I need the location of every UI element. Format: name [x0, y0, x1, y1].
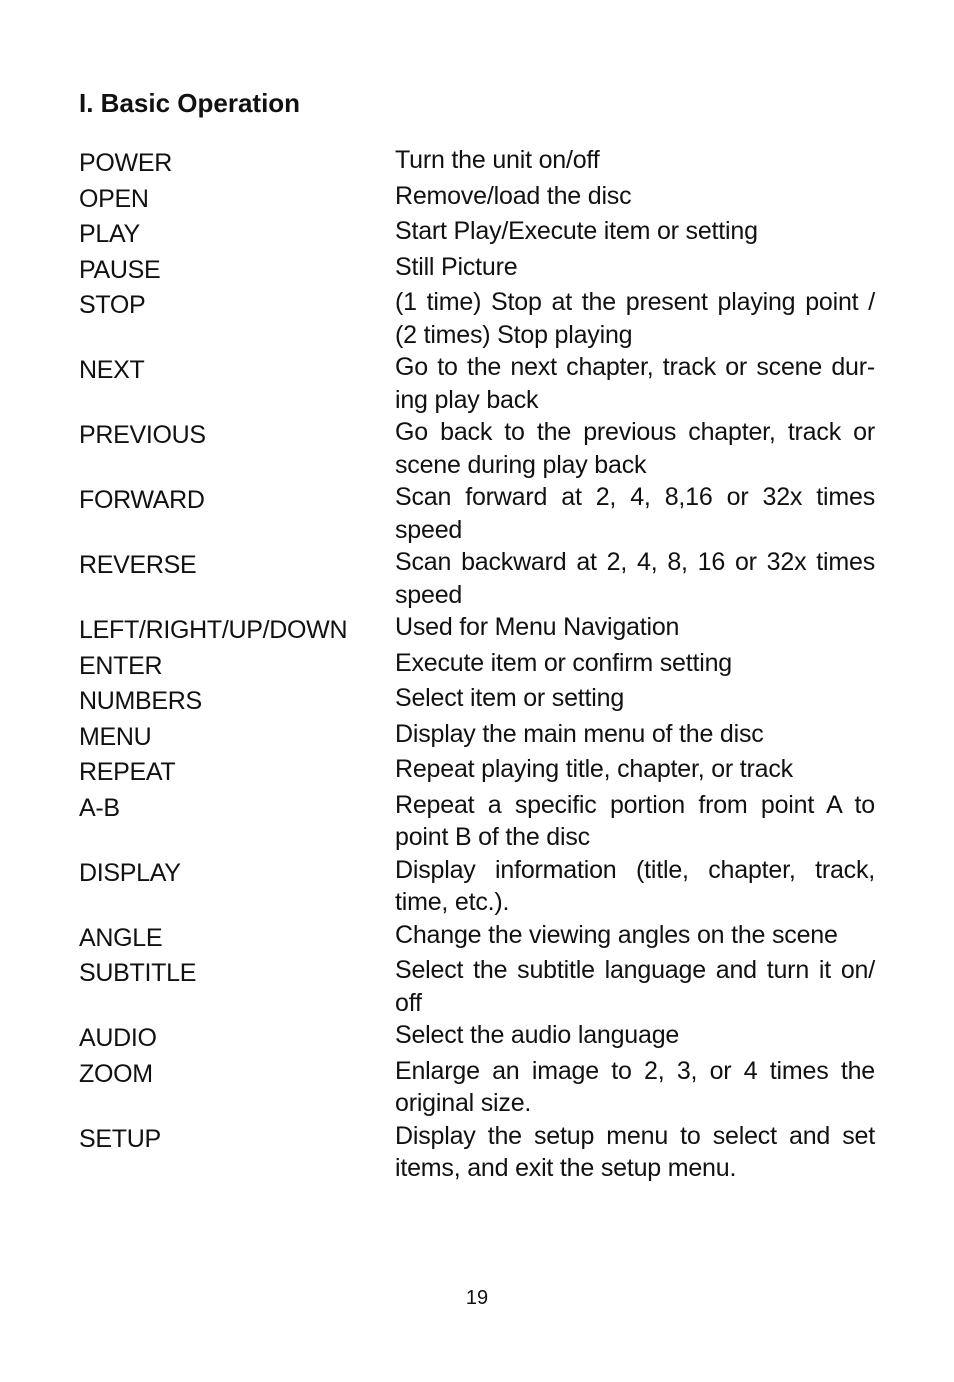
table-row: [79, 546, 879, 611]
table-row: [79, 1120, 879, 1185]
control-key: AUDIO: [79, 1024, 157, 1052]
table-row: [79, 144, 879, 180]
table-row: [79, 215, 879, 251]
control-key: A-B: [79, 793, 120, 822]
control-description: Repeat a specific portion from point A to point B of the disc: [395, 790, 875, 851]
control-key: NEXT: [79, 356, 145, 384]
control-description: Display information (title, chapter, track, time, etc.).: [395, 855, 875, 916]
control-description: Display the setup menu to select and set items, and exit the setup menu.: [395, 1121, 875, 1182]
control-key: OPEN: [79, 184, 149, 213]
control-key: PLAY: [79, 220, 140, 248]
table-row: [79, 718, 879, 754]
control-description: Start Play/Execute item or setting: [395, 217, 758, 245]
control-description: Turn the unit on/off: [395, 146, 600, 174]
page-number: 19: [465, 1287, 489, 1309]
control-key: SETUP: [79, 1124, 161, 1153]
table-row: [79, 954, 879, 1019]
control-key: PAUSE: [79, 255, 161, 284]
control-description: Enlarge an image to 2, 3, or 4 times the original size.: [395, 1056, 875, 1117]
control-description: Scan backward at 2, 4, 8, 16 or 32x times speed: [395, 548, 875, 609]
control-key: REPEAT: [79, 758, 176, 786]
control-description: Select the audio language: [395, 1021, 680, 1049]
control-description: Remove/load the disc: [395, 181, 632, 210]
table-row: [79, 481, 879, 546]
page-title: I. Basic Operation: [79, 88, 301, 118]
table-row: [79, 180, 879, 216]
control-key: REVERSE: [79, 551, 197, 579]
table-row: [79, 416, 879, 481]
control-key: PREVIOUS: [79, 421, 206, 449]
control-key: ENTER: [79, 651, 163, 680]
control-key: STOP: [79, 291, 146, 319]
control-description: (1 time) Stop at the present playing point / (2 times) Stop playing: [395, 288, 875, 349]
control-key: NUMBERS: [79, 687, 202, 715]
control-list: [79, 144, 879, 1185]
table-row: [79, 1019, 879, 1055]
table-row: [79, 789, 879, 854]
control-key: MENU: [79, 722, 152, 751]
control-key: ANGLE: [79, 923, 163, 952]
control-description: Display the main menu of the disc: [395, 719, 764, 748]
control-key: ZOOM: [79, 1059, 153, 1088]
control-description: Repeat playing title, chapter, or track: [395, 755, 793, 783]
table-row: [79, 854, 879, 919]
control-key: FORWARD: [79, 486, 205, 514]
table-row: [79, 251, 879, 287]
control-key: POWER: [79, 149, 172, 177]
table-row: [79, 682, 879, 718]
control-key: DISPLAY: [79, 858, 181, 887]
table-row: [79, 647, 879, 683]
table-row: [79, 351, 879, 416]
control-description: Still Picture: [395, 252, 518, 281]
table-row: [79, 1055, 879, 1120]
control-description: Select item or setting: [395, 684, 625, 712]
control-description: Go to the next chapter, track or scene dur-ing play back: [395, 353, 875, 414]
control-key: SUBTITLE: [79, 959, 197, 987]
table-row: [79, 611, 879, 647]
control-description: Used for Menu Navigation: [395, 613, 680, 641]
control-description: Execute item or confirm setting: [395, 648, 732, 677]
table-row: [79, 919, 879, 955]
control-description: Change the viewing angles on the scene: [395, 920, 838, 949]
table-row: [79, 753, 879, 789]
control-description: Scan forward at 2, 4, 8,16 or 32x times speed: [395, 483, 875, 544]
control-key: LEFT/RIGHT/UP/DOWN: [79, 616, 348, 644]
control-description: Go back to the previous chapter, track or scene during play back: [395, 418, 875, 479]
control-description: Select the subtitle language and turn it on/ off: [395, 956, 875, 1017]
table-row: [79, 286, 879, 351]
